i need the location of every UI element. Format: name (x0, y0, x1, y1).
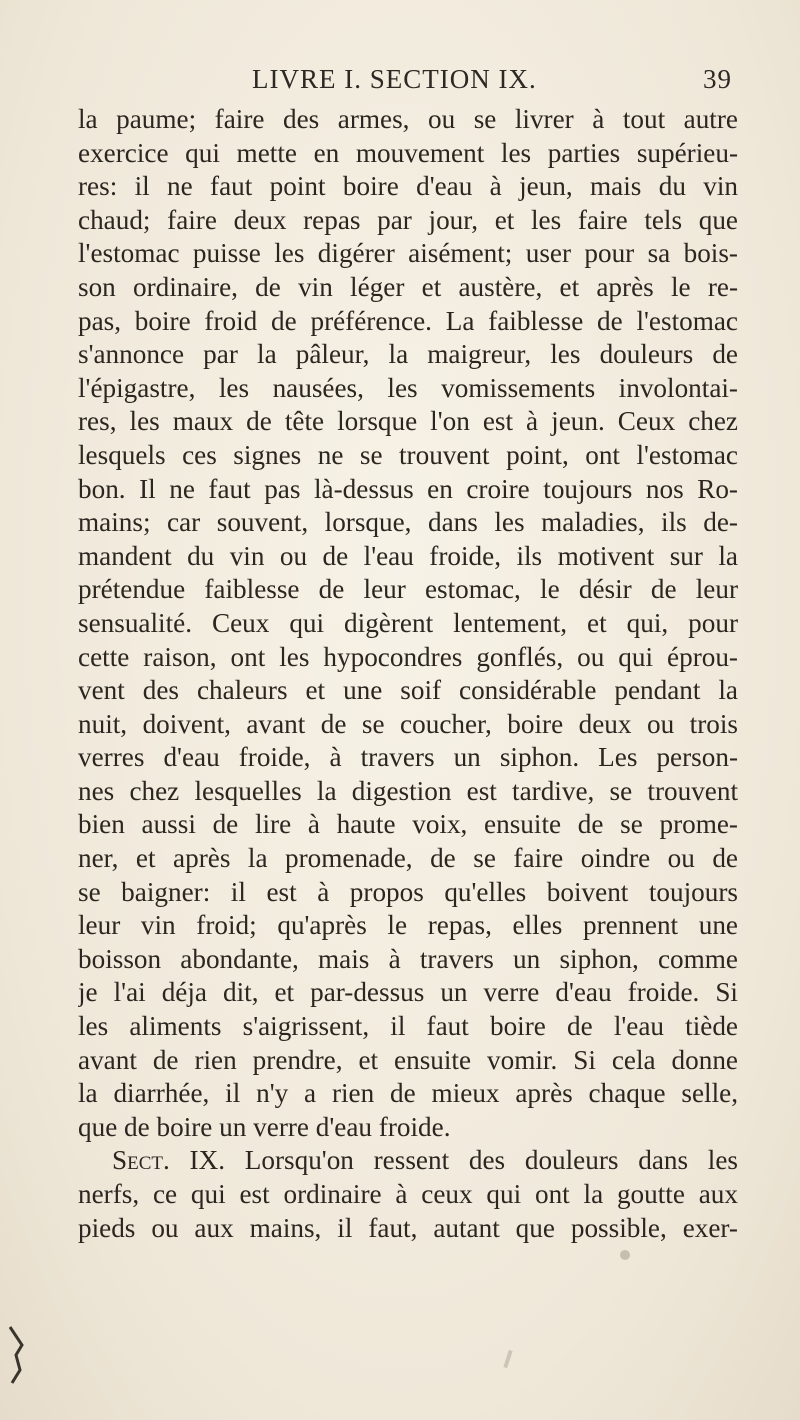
stray-mark (503, 1350, 512, 1368)
text-line: ner, et après la promenade, de se faire oindre ou de (78, 843, 738, 874)
section-start-line (78, 1144, 738, 1178)
text-line: je l'ai déja dit, et par-dessus un verre d'eau froide. Si (78, 977, 738, 1008)
page-header (252, 64, 732, 104)
text-line: bien aussi de lire à haute voix, ensuite de se prome- (78, 809, 738, 840)
text-line: l'épigastre, les nausées, les vomissements involontai- (78, 372, 738, 403)
text-line: nes chez lesquelles la digestion est tardive, se trouvent (78, 775, 738, 806)
text-line: avant de rien prendre, et ensuite vomir. Si cela donne (78, 1044, 738, 1075)
text-line: lesquels ces signes ne se trouvent point, ont l'estomac (78, 439, 738, 470)
text-line: mains; car souvent, lorsque, dans les maladies, ils de- (78, 507, 738, 538)
page-edge-mark (8, 1325, 26, 1385)
text-line: se baigner: il est à propos qu'elles boivent toujours (78, 876, 738, 907)
section-label: Sect. IX. (112, 1145, 226, 1176)
text-line: les aliments s'aigrissent, il faut boire de l'eau tiède (78, 1011, 738, 1042)
text-line: mandent du vin ou de l'eau froide, ils motivent sur la (78, 540, 738, 571)
text-line: s'annonce par la pâleur, la maigreur, les douleurs de (78, 339, 738, 370)
text-line: chaud; faire deux repas par jour, et les faire tels que (78, 204, 738, 235)
text-line: la diarrhée, il n'y a rien de mieux après chaque selle, (78, 1078, 738, 1109)
text-line: leur vin froid; qu'après le repas, elles prennent une (78, 910, 738, 941)
text-line: nerfs, ce qui est ordinaire à ceux qui ont la goutte aux (78, 1179, 738, 1209)
text-line: nuit, doivent, avant de se coucher, boire deux ou trois (78, 708, 738, 739)
text-line: vent des chaleurs et une soif considérable pendant la (78, 675, 738, 706)
text-line: exercice qui mette en mouvement les parties supérieu- (78, 137, 738, 168)
text-line: cette raison, ont les hypocondres gonflés, ou qui éprou- (78, 641, 738, 672)
text-line: bon. Il ne faut pas là-dessus en croire toujours nos Ro- (78, 473, 738, 504)
text-line: pieds ou aux mains, il faut, autant que possible, exer- (78, 1212, 738, 1243)
text-line: l'estomac puisse les digérer aisément; user pour sa bois- (78, 238, 738, 269)
text-line: res, les maux de tête lorsque l'on est à jeun. Ceux chez (78, 406, 738, 437)
paper-spot (620, 1250, 630, 1260)
text-line: que de boire un verre d'eau froide. (78, 1111, 451, 1142)
text-line: pas, boire froid de préférence. La faiblesse de l'estomac (78, 305, 738, 336)
text-line: res: il ne faut point boire d'eau à jeun, mais du vin (78, 171, 738, 202)
text-fragment: Lorsqu'on ressent des douleurs dans les (244, 1145, 738, 1176)
text-line: prétendue faiblesse de leur estomac, le désir de leur (78, 574, 738, 605)
text-line: verres d'eau froide, à travers un siphon. Les person- (78, 742, 738, 773)
text-line: son ordinaire, de vin léger et austère, et après le re- (78, 271, 738, 302)
running-head: LIVRE I. SECTION IX. (252, 64, 537, 94)
page-number: 39 (703, 64, 732, 94)
text-line: boisson abondante, mais à travers un siphon, comme (78, 943, 738, 974)
text-line: la paume; faire des armes, ou se livrer à tout autre (78, 104, 738, 134)
body-text (78, 103, 738, 1245)
text-line: sensualité. Ceux qui digèrent lentement, et qui, pour (78, 607, 738, 638)
